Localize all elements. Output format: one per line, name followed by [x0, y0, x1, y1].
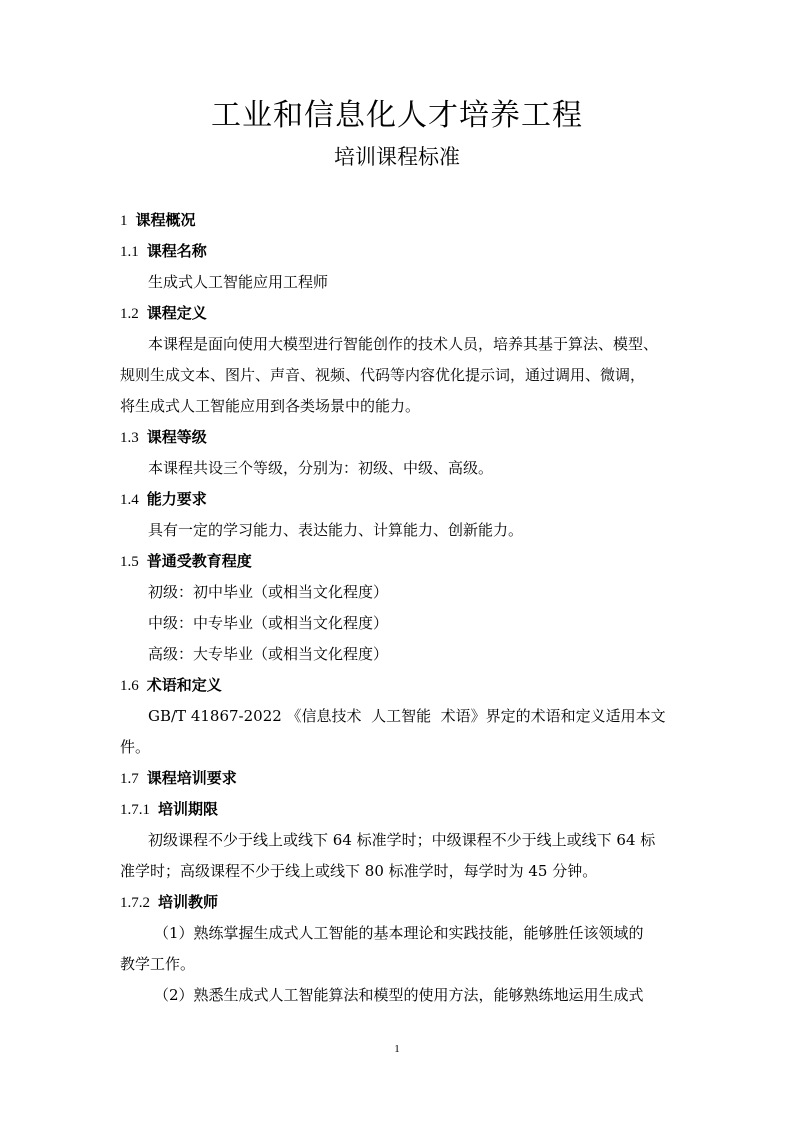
heading-number: 1.2 [120, 306, 139, 322]
heading-1-7-1 [120, 794, 676, 825]
heading-number: 1.7.2 [120, 895, 150, 911]
education-item-junior: 初级：初中毕业（或相当文化程度） [148, 583, 389, 601]
definition-line-3: 将生成式人工智能应用到各类场景中的能力。 [120, 397, 421, 415]
duration-line-1: 初级课程不少于线上或线下 64 标准学时；中级课程不少于线上或线下 64 标 [148, 831, 656, 849]
heading-1-3 [120, 422, 676, 453]
heading-1-4 [120, 484, 676, 515]
terms-line-2: 件。 [120, 738, 151, 756]
heading-label: 培训期限 [158, 800, 219, 818]
course-level-text: 本课程共设三个等级，分别为：初级、中级、高级。 [148, 459, 494, 477]
document-subtitle: 培训课程标准 [334, 145, 460, 169]
terms-line-1: GB/T 41867-2022 《信息技术 人工智能 术语》界定的术语和定义适用本文 [148, 707, 666, 725]
definition-line-1: 本课程是面向使用大模型进行智能创作的技术人员，培养其基于算法、模型、 [148, 335, 659, 353]
heading-number: 1 [120, 213, 128, 229]
teacher-item-1-line-2: 教学工作。 [120, 955, 196, 973]
heading-label: 课程定义 [146, 304, 207, 322]
duration-line-2: 准学时；高级课程不少于线上或线下 80 标准学时，每学时为 45 分钟。 [120, 862, 598, 880]
heading-number: 1.1 [120, 244, 139, 260]
heading-label: 课程名称 [146, 242, 207, 260]
heading-label: 课程培训要求 [146, 769, 237, 787]
heading-number: 1.3 [120, 430, 139, 446]
heading-label: 普通受教育程度 [146, 552, 252, 570]
heading-number: 1.6 [120, 678, 139, 694]
heading-1-2 [120, 298, 676, 329]
heading-1-7-2 [120, 887, 676, 918]
education-item-intermediate: 中级：中专毕业（或相当文化程度） [148, 614, 389, 632]
ability-requirement-text: 具有一定的学习能力、表达能力、计算能力、创新能力。 [148, 521, 524, 539]
heading-1-7 [120, 763, 676, 794]
heading-number: 1.5 [120, 554, 139, 570]
teacher-item-2-line-1: （2）熟悉生成式人工智能算法和模型的使用方法，能够熟练地运用生成式 [154, 986, 644, 1004]
heading-1-5 [120, 546, 676, 577]
heading-1 [120, 205, 676, 236]
heading-label: 术语和定义 [146, 676, 222, 694]
heading-label: 能力要求 [146, 490, 207, 508]
document-title: 工业和信息化人才培养工程 [211, 98, 583, 133]
course-name-text: 生成式人工智能应用工程师 [148, 273, 329, 291]
heading-number: 1.4 [120, 492, 139, 508]
heading-1-6 [120, 670, 676, 701]
education-item-senior: 高级：大专毕业（或相当文化程度） [148, 645, 389, 663]
heading-label: 培训教师 [158, 893, 219, 911]
page-number: 1 [394, 1043, 400, 1055]
heading-1-1 [120, 236, 676, 267]
document-body [120, 205, 676, 1011]
heading-number: 1.7 [120, 771, 139, 787]
teacher-item-1-line-1: （1）熟练掌握生成式人工智能的基本理论和实践技能，能够胜任该领域的 [154, 924, 644, 942]
heading-label: 课程概况 [135, 211, 196, 229]
heading-number: 1.7.1 [120, 802, 150, 818]
definition-line-2: 规则生成文本、图片、声音、视频、代码等内容优化提示词，通过调用、微调， [120, 366, 646, 384]
heading-label: 课程等级 [146, 428, 207, 446]
